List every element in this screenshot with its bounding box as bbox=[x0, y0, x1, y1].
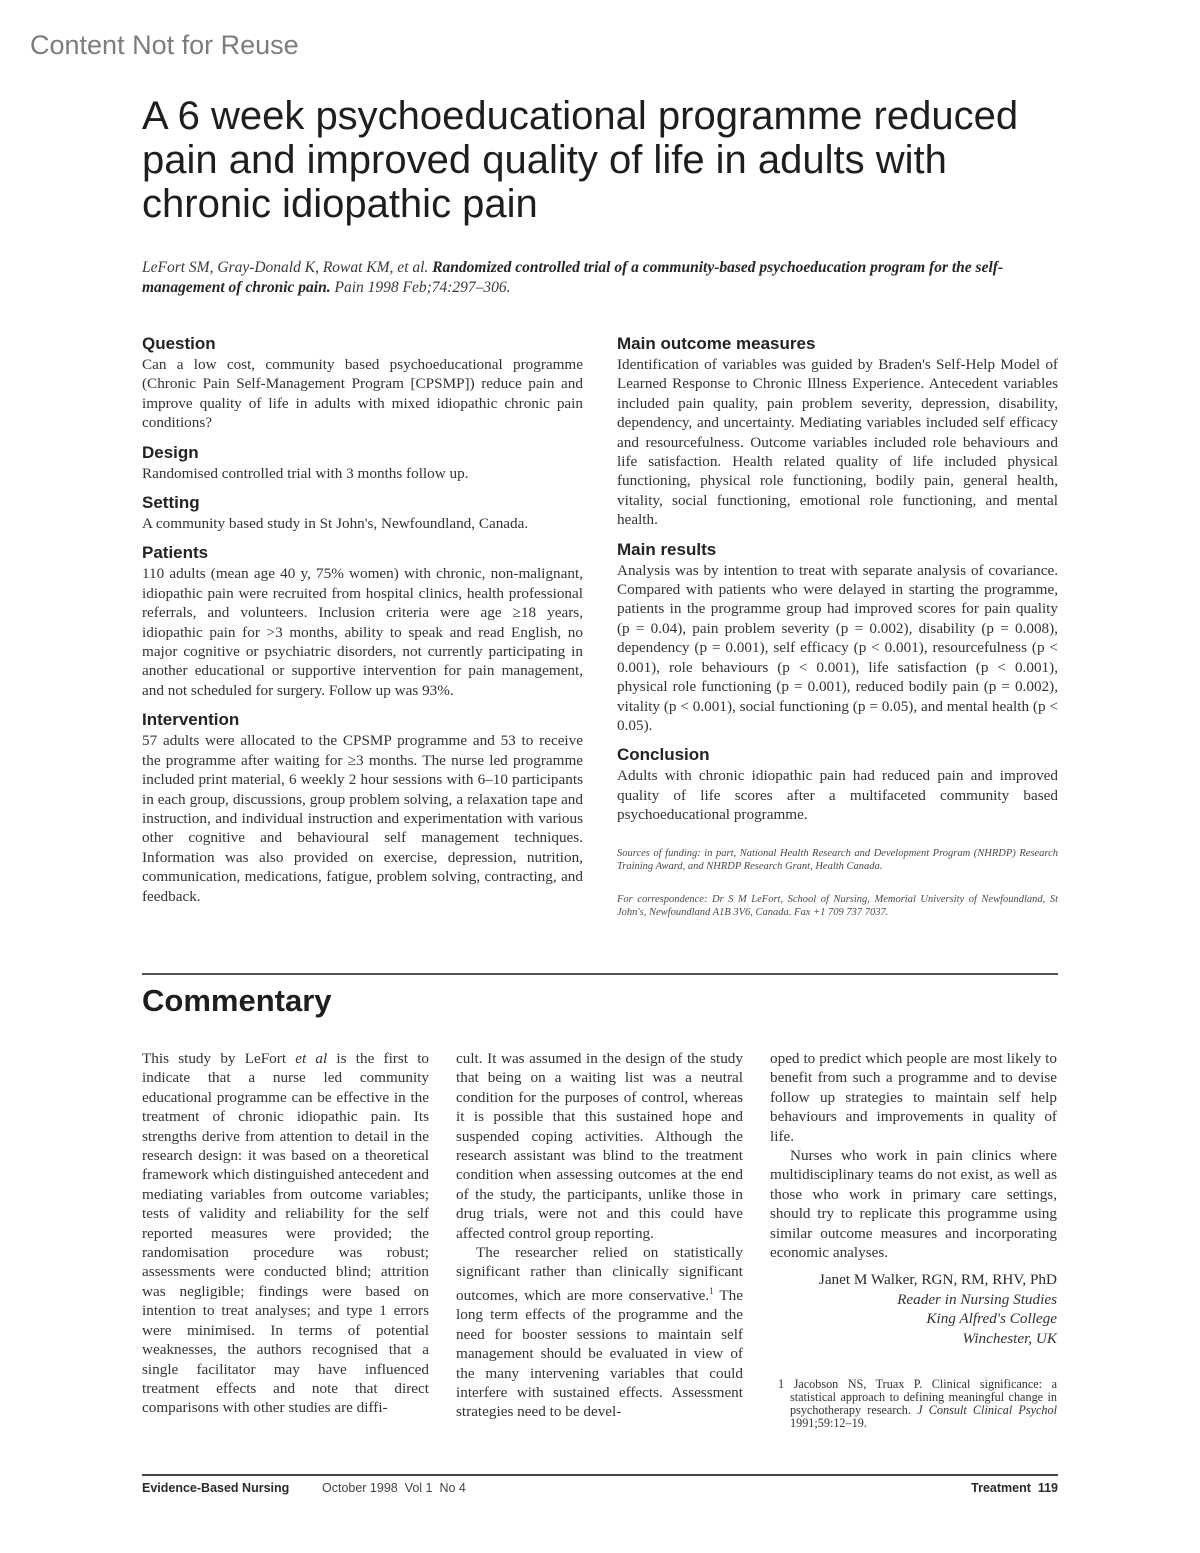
reference-details: 1991;59:12–19. bbox=[790, 1416, 867, 1431]
text-run: This study by LeFort bbox=[142, 1050, 296, 1067]
commentary-paragraph: cult. It was assumed in the design of the study that being on a waiting list was a neutral condition for the purposes of control, whereas it is possible that this sustained hope and suspended coping activities. Although the research assistant was blind to the treatment condition when assessing outcomes at the end of the study, the participants, unlike those in drug trials, were not and this could have affected control group reporting. bbox=[456, 1050, 743, 1242]
commentary-paragraph: oped to predict which people are most likely to benefit from such a programme and to devise follow up strategies to maintain self help behaviours and improvements in quality of life. bbox=[770, 1050, 1057, 1145]
funding-note: Sources of funding: in part, National Health Research and Development Program (NHRDP) Research Training Award, and NHRDP Research Grant, Health Canada. bbox=[617, 847, 1058, 872]
reference-journal: J Consult Clinical Psychol bbox=[917, 1403, 1057, 1418]
abstract-left-column bbox=[142, 334, 583, 916]
commentary-column-3 bbox=[770, 1049, 1057, 1430]
commentary-paragraph: Nurses who work in pain clinics where multidisciplinary teams do not exist, as well as those who work in primary care settings, should try to replicate this programme using similar outcome measures and incorporating economic analyses. bbox=[770, 1147, 1057, 1262]
commentary-column-2 bbox=[456, 1049, 743, 1422]
page-footer bbox=[142, 1481, 1058, 1499]
section-conclusion bbox=[617, 745, 1058, 824]
citation-authors: LeFort SM, Gray-Donald K, Rowat KM, et al. bbox=[142, 259, 429, 276]
section-heading: Patients bbox=[142, 543, 209, 563]
author-position: Reader in Nursing Studies bbox=[897, 1290, 1057, 1308]
citation-source: Pain 1998 Feb;74:297–306. bbox=[334, 279, 511, 296]
section-heading: Question bbox=[142, 334, 216, 353]
author-name: Janet M Walker, RGN, RM, RHV, PhD bbox=[818, 1271, 1057, 1289]
section-main-outcome-measures bbox=[617, 334, 1058, 530]
section-design bbox=[142, 443, 583, 483]
text-run: The researcher relied on statistically significant rather than clinically significant outcomes, which are more conservative. bbox=[456, 1244, 743, 1304]
abstract-right-column bbox=[617, 334, 1058, 919]
section-heading: Main results bbox=[617, 539, 717, 559]
section-text: Randomised controlled trial with 3 months follow up. bbox=[142, 464, 469, 482]
text-run: is the first to indicate that a nurse led community educational programme can be effective in the treatment of chronic idiopathic pain. Its strengths derive from attention to detail in the research design: it was based on a theoretical framework which distinguished antecedent and mediating variables from outcome variables; tests of validity and reliability for the self reported measures were provided; the randomisation procedure was robust; assessments were conducted blind; attrition was negligible; findings were based on intention to treat analyses; and type 1 errors were minimised. In terms of potential weaknesses, the authors recognised that a single facilitator may have influenced treatment effects and note that direct comparisons with other studies are diffi- bbox=[142, 1050, 430, 1417]
section-text: 57 adults were allocated to the CPSMP programme and 53 to receive the programme after waiting for ≥3 months. The nurse led programme included print material, 6 weekly 2 hour sessions with 6–10 participants in each group, discussions, group problem solving, a relaxation tape and instruction, and individual instruction and experimentation with various other cognitive and behavioural self management techniques. Information was also provided on exercise, depression, nutrition, communication, medications, fatigue, problem solving, contracting, and feedback. bbox=[142, 732, 583, 905]
author-location: Winchester, UK bbox=[962, 1329, 1057, 1347]
citation-article-title: Randomized controlled trial of a community-based psychoeducation program for the self-management of chronic pain. bbox=[142, 259, 1004, 296]
section-heading: Main outcome measures bbox=[617, 334, 816, 353]
commentary-column-1 bbox=[142, 1049, 429, 1418]
commentary-paragraph bbox=[142, 1049, 429, 1418]
section-intervention bbox=[142, 710, 583, 906]
text-run-italic: et al bbox=[295, 1050, 328, 1067]
footer-journal: Evidence-Based Nursing bbox=[142, 1481, 290, 1495]
section-text: Analysis was by intention to treat with separate analysis of covariance. Compared with patients who were delayed in starting the programme, patients in the programme group had improved scores for pain quality (p = 0.04), pain problem severity (p = 0.002), disability (p = 0.008), dependency (p = 0.001), self efficacy (p < 0.001), resourcefulness (p < 0.001), role behaviours (p < 0.001), life satisfaction (p < 0.001), physical role functioning (p = 0.001), reduced bodily pain (p = 0.002), vitality (p < 0.001), social functioning (p = 0.05), and mental health (p < 0.05). bbox=[617, 561, 1058, 734]
correspondence-note: For correspondence: Dr S M LeFort, School of Nursing, Memorial University of Newfoundland, St John's, Newfoundland A1B 3V6, Canada. Fax +1 709 737 7037. bbox=[617, 893, 1058, 918]
section-heading: Setting bbox=[142, 493, 200, 513]
section-heading: Conclusion bbox=[617, 745, 710, 765]
footer-page-info: Treatment 119 bbox=[971, 1481, 1058, 1495]
reference-item bbox=[770, 1378, 1057, 1430]
footer-divider bbox=[142, 1474, 1058, 1476]
section-text: A community based study in St John's, Newfoundland, Canada. bbox=[142, 515, 529, 533]
commentary-paragraph bbox=[456, 1243, 743, 1422]
section-patients bbox=[142, 543, 583, 700]
section-heading: Design bbox=[142, 442, 199, 462]
commentary-heading: Commentary bbox=[142, 983, 332, 1018]
article-title: A 6 week psychoeducational programme reduced pain and improved quality of life in adults with chronic idiopathic pain bbox=[142, 94, 1019, 226]
footer-issue: October 1998 Vol 1 No 4 bbox=[322, 1481, 466, 1495]
section-text: 110 adults (mean age 40 y, 75% women) with chronic, non-malignant, idiopathic pain were recruited from hospital clinics, health professional referrals, and volunteers. Inclusion criteria were age ≥18 years, idiopathic pain for >3 months, ability to speak and read English, no major cognitive or psychiatric disorders, not currently participating in another educational or supportive intervention for pain management, and not scheduled for surgery. Follow up was 93%. bbox=[142, 565, 583, 699]
section-text: Can a low cost, community based psychoeducational programme (Chronic Pain Self-Management Program [CPSMP]) reduce pain and improve quality of life in adults with mixed idiopathic chronic pain conditions? bbox=[142, 356, 583, 432]
author-institution: King Alfred's College bbox=[926, 1310, 1057, 1328]
citation bbox=[142, 258, 1062, 298]
section-text: Adults with chronic idiopathic pain had reduced pain and improved quality of life scores after a multifaceted community based psychoeducational programme. bbox=[617, 767, 1058, 824]
section-setting bbox=[142, 493, 583, 533]
section-question bbox=[142, 334, 583, 433]
reference-marker[interactable]: 1 bbox=[709, 1285, 714, 1296]
section-text: Identification of variables was guided by Braden's Self-Help Model of Learned Response to Chronic Illness Experience. Antecedent variables included pain quality, pain problem severity, depression, disability, dependency, and uncertainty. Mediating variables included self efficacy and resourcefulness. Outcome variables included role behaviours and life satisfaction. Health related quality of life included physical functioning, physical role functioning, bodily pain, general health, vitality, social functioning, emotional role functioning, and mental health. bbox=[617, 356, 1058, 529]
watermark: Content Not for Reuse bbox=[30, 30, 299, 60]
section-heading: Intervention bbox=[142, 710, 240, 730]
text-run: The long term effects of the programme and the need for booster sessions to maintain self management should be evaluated in view of the many intervening variables that could interfere with sustained effects. Assessment strategies need to be devel- bbox=[456, 1286, 743, 1421]
section-divider bbox=[142, 973, 1058, 975]
section-main-results bbox=[617, 540, 1058, 736]
reference-text: Jacobson NS, Truax P. Clinical significance: a statistical approach to defining meaningful change in psychotherapy research. bbox=[790, 1377, 1058, 1418]
author-signature bbox=[770, 1270, 1057, 1348]
reference-number: 1 bbox=[778, 1377, 785, 1392]
